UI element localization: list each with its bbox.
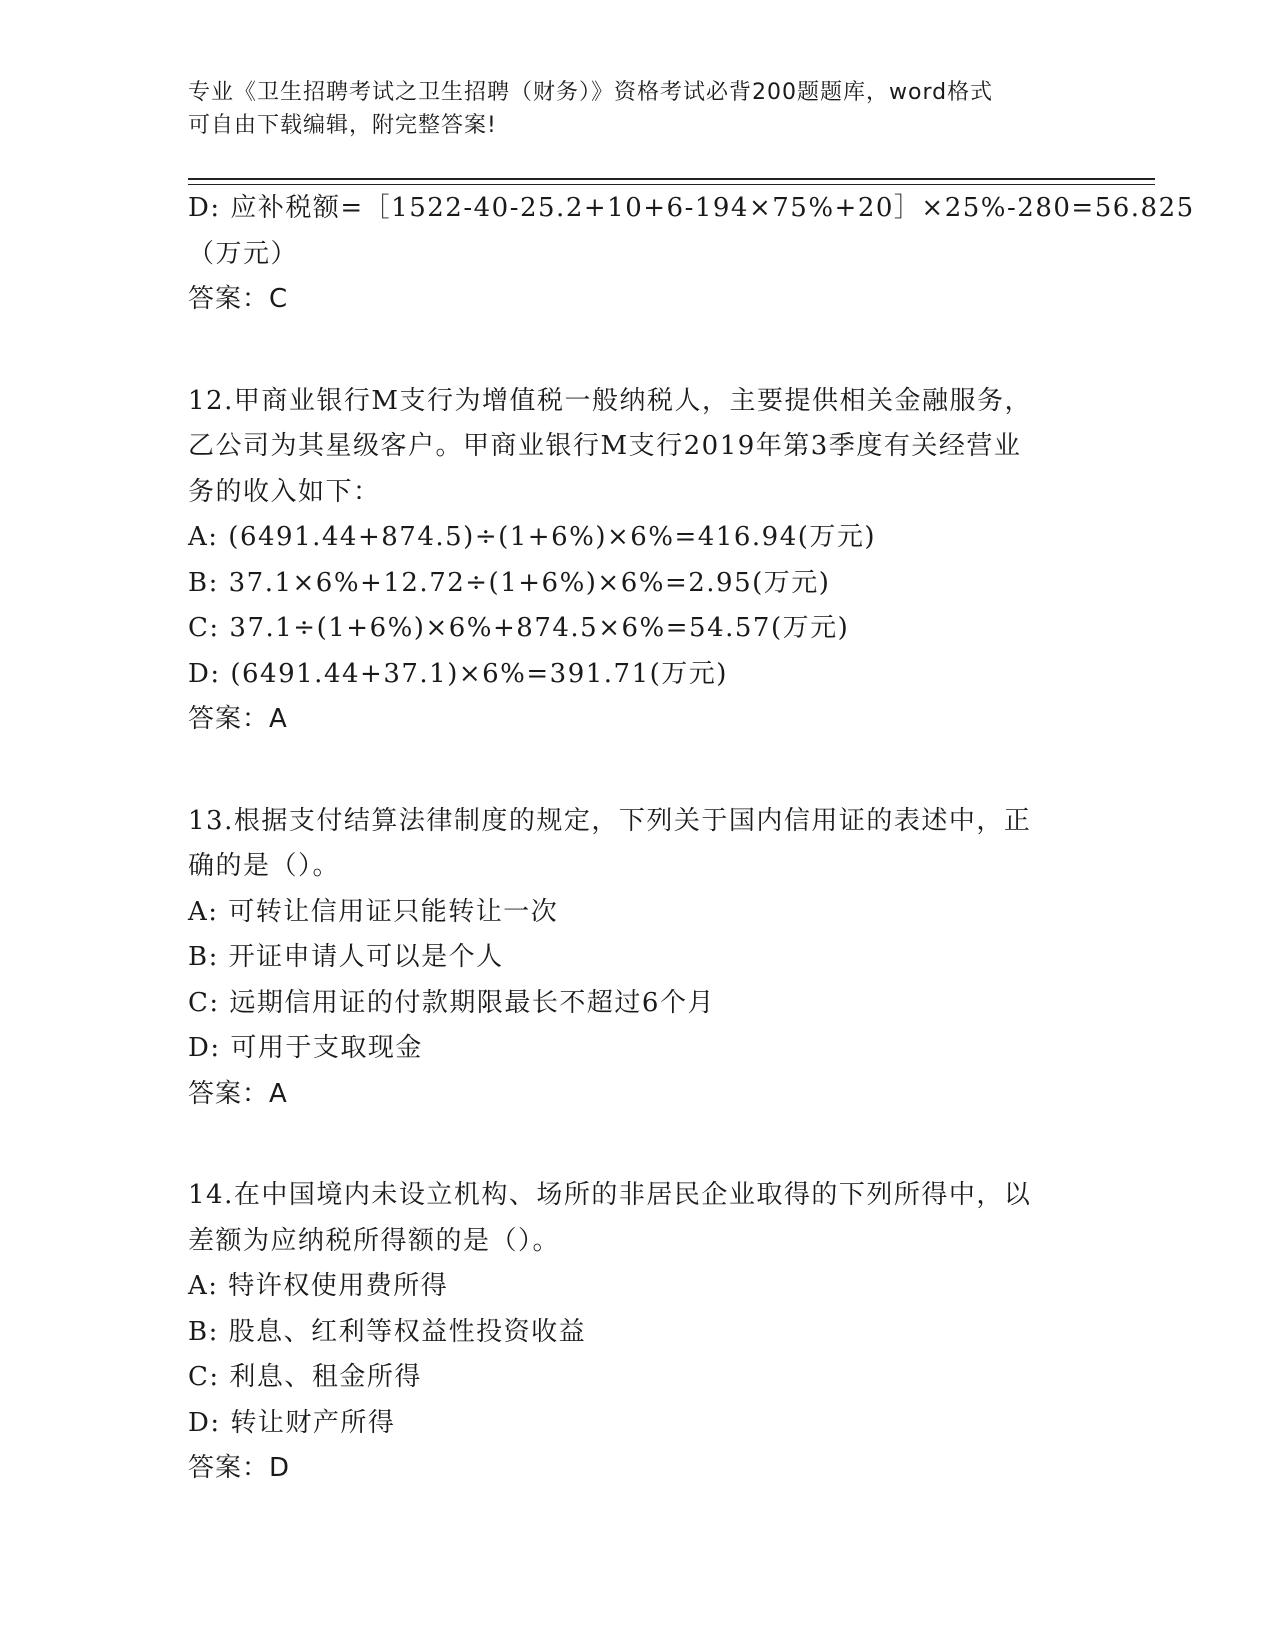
header-line-2: 可自由下载编辑，附完整答案!	[188, 113, 497, 138]
header-line-1: 专业《卫生招聘考试之卫生招聘（财务）》资格考试必背200题题库，word格式	[188, 80, 994, 105]
option-b: B: 股息、红利等权益性投资收益	[188, 1316, 587, 1347]
question-stem: 差额为应纳税所得额的是（）。	[188, 1225, 561, 1256]
option-a: A: (6491.44+874.5)÷(1+6%)×6%=416.94(万元)	[188, 522, 877, 552]
option-a: A: 可转让信用证只能转让一次	[188, 896, 559, 927]
answer: 答案：C	[188, 284, 289, 314]
option-c: C: 37.1÷(1+6%)×6%+874.5×6%=54.57(万元)	[188, 613, 850, 643]
question-spacer	[188, 323, 1088, 379]
header-divider-thin	[188, 184, 1155, 185]
header-divider-thick	[188, 178, 1155, 180]
option-d: D: 转让财产所得	[188, 1407, 396, 1438]
option-c: C: 利息、租金所得	[188, 1362, 422, 1392]
question-spacer	[188, 743, 1088, 799]
question-stem: 12.甲商业银行M支行为增值税一般纳税人，主要提供相关金融服务，	[188, 385, 1032, 416]
option-d: D: 应补税额=［1522-40-25.2+10+6-194×75%+20］×25%-280=56.825	[188, 193, 1195, 223]
answer: 答案：A	[188, 1078, 288, 1109]
question-stem: 乙公司为其星级客户。甲商业银行M支行2019年第3季度有关经营业	[188, 431, 1022, 461]
question-12	[188, 379, 1088, 743]
answer: 答案：D	[188, 1453, 291, 1483]
option-d: D: (6491.44+37.1)×6%=391.71(万元)	[188, 658, 728, 689]
question-stem: 务的收入如下：	[188, 476, 381, 507]
option-c: C: 远期信用证的付款期限最长不超过6个月	[188, 987, 715, 1018]
document-header	[188, 76, 1088, 142]
option-b: B: 开证申请人可以是个人	[188, 942, 504, 972]
question-stem: 13.根据支付结算法律制度的规定，下列关于国内信用证的表述中，正	[188, 805, 1032, 836]
question-list	[188, 186, 1195, 1492]
question-13	[188, 799, 1088, 1118]
option-d-continuation: （万元）	[188, 238, 299, 269]
option-d: D: 可用于支取现金	[188, 1033, 423, 1063]
option-a: A: 特许权使用费所得	[188, 1271, 449, 1301]
option-b: B: 37.1×6%+12.72÷(1+6%)×6%=2.95(万元)	[188, 567, 831, 598]
answer: 答案：A	[188, 704, 288, 734]
question-stem: 确的是（）。	[188, 851, 341, 881]
question-14	[188, 1173, 1088, 1492]
question-stem: 14.在中国境内未设立机构、场所的非居民企业取得的下列所得中，以	[188, 1180, 1032, 1210]
question-spacer	[188, 1117, 1088, 1173]
previous-question-tail	[188, 186, 1195, 323]
